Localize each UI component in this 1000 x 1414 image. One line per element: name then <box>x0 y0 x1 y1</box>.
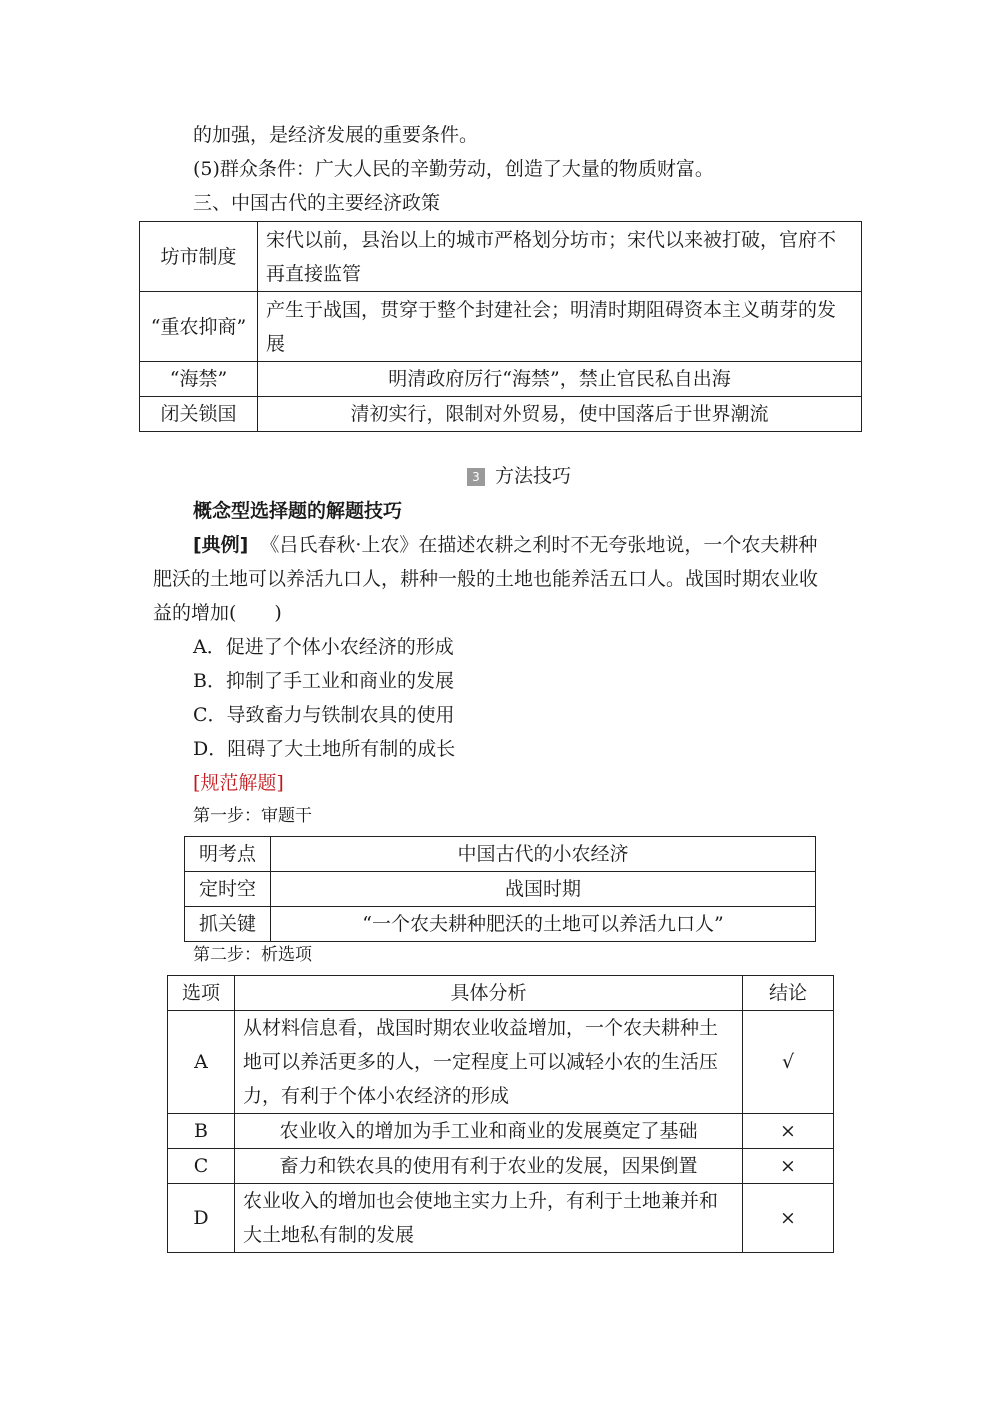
question-stem-3: 益的增加( ) <box>153 602 282 624</box>
row-analysis: 农业收入的增加为手工业和商业的发展奠定了基础 <box>235 1114 743 1149</box>
policy-desc: 产生于战国，贯穿于整个封建社会；明清时期阻碍资本主义萌芽的发展 <box>258 292 862 362</box>
table-row <box>168 1149 834 1184</box>
row-analysis: 畜力和铁农具的使用有利于农业的发展，因果倒置 <box>235 1149 743 1184</box>
table-row <box>168 1011 834 1114</box>
section-subtitle: 概念型选择题的解题技巧 <box>193 500 403 522</box>
question-stem-1: 《吕氏春秋·上农》在描述农耕之利时不无夸张地说，一个农夫耕种 <box>260 534 818 556</box>
header-option: 选项 <box>168 976 235 1011</box>
policy-desc: 明清政府厉行“海禁”，禁止官民私自出海 <box>258 362 862 397</box>
row-option: C <box>168 1149 235 1184</box>
row-result: × <box>743 1114 834 1149</box>
step1-key: 定时空 <box>185 872 271 907</box>
table-row <box>140 397 862 432</box>
step2-label: 第二步：析选项 <box>193 945 312 965</box>
row-result: × <box>743 1184 834 1253</box>
intro-line-2: (5)群众条件：广大人民的辛勤劳动，创造了大量的物质财富。 <box>193 158 714 180</box>
section-number-badge: 3 <box>467 468 485 486</box>
table-header-row <box>168 976 834 1011</box>
row-option: B <box>168 1114 235 1149</box>
row-option: A <box>168 1011 235 1114</box>
policy-desc: 清初实行，限制对外贸易，使中国落后于世界潮流 <box>258 397 862 432</box>
step1-value: 中国古代的小农经济 <box>271 837 816 872</box>
step1-table <box>184 836 816 942</box>
table-row <box>168 1184 834 1253</box>
table-row <box>168 1114 834 1149</box>
table-row <box>185 872 816 907</box>
intro-line-1: 的加强，是经济发展的重要条件。 <box>193 124 479 146</box>
step1-key: 明考点 <box>185 837 271 872</box>
step1-value: 战国时期 <box>271 872 816 907</box>
row-option: D <box>168 1184 235 1253</box>
header-analysis: 具体分析 <box>235 976 743 1011</box>
table-row <box>185 837 816 872</box>
step2-table <box>167 975 834 1253</box>
table-row <box>140 222 862 292</box>
intro-line-3: 三、中国古代的主要经济政策 <box>193 192 441 214</box>
step1-value: “一个农夫耕种肥沃的土地可以养活九口人” <box>271 907 816 942</box>
row-result: √ <box>743 1011 834 1114</box>
row-analysis: 农业收入的增加也会使地主实力上升，有利于土地兼并和大土地私有制的发展 <box>235 1184 743 1253</box>
row-result: × <box>743 1149 834 1184</box>
policy-name: “重农抑商” <box>140 292 258 362</box>
policy-name: 闭关锁国 <box>140 397 258 432</box>
option-c: C．导致畜力与铁制农具的使用 <box>193 704 455 726</box>
table-row <box>185 907 816 942</box>
policy-table <box>139 221 862 432</box>
row-analysis: 从材料信息看，战国时期农业收益增加，一个农夫耕种土地可以养活更多的人，一定程度上可以减轻小农的生活压力，有利于个体小农经济的形成 <box>235 1011 743 1114</box>
example-tag: [典例] <box>193 534 249 556</box>
question-line-1 <box>193 528 817 562</box>
step1-label: 第一步：审题干 <box>193 806 312 826</box>
step1-key: 抓关键 <box>185 907 271 942</box>
policy-name: 坊市制度 <box>140 222 258 292</box>
question-stem-2: 肥沃的土地可以养活九口人，耕种一般的土地也能养活五口人。战国时期农业收 <box>153 568 819 590</box>
section-title: 方法技巧 <box>495 465 572 487</box>
table-row <box>140 362 862 397</box>
policy-name: “海禁” <box>140 362 258 397</box>
table-row <box>140 292 862 362</box>
option-d: D．阻碍了大土地所有制的成长 <box>193 738 456 760</box>
policy-desc: 宋代以前，县治以上的城市严格划分坊市；宋代以来被打破，官府不再直接监管 <box>258 222 862 292</box>
solution-tag: [规范解题] <box>193 772 284 794</box>
option-a: A．促进了个体小农经济的形成 <box>193 636 454 658</box>
header-result: 结论 <box>743 976 834 1011</box>
section-heading <box>467 459 571 493</box>
option-b: B．抑制了手工业和商业的发展 <box>193 670 454 692</box>
